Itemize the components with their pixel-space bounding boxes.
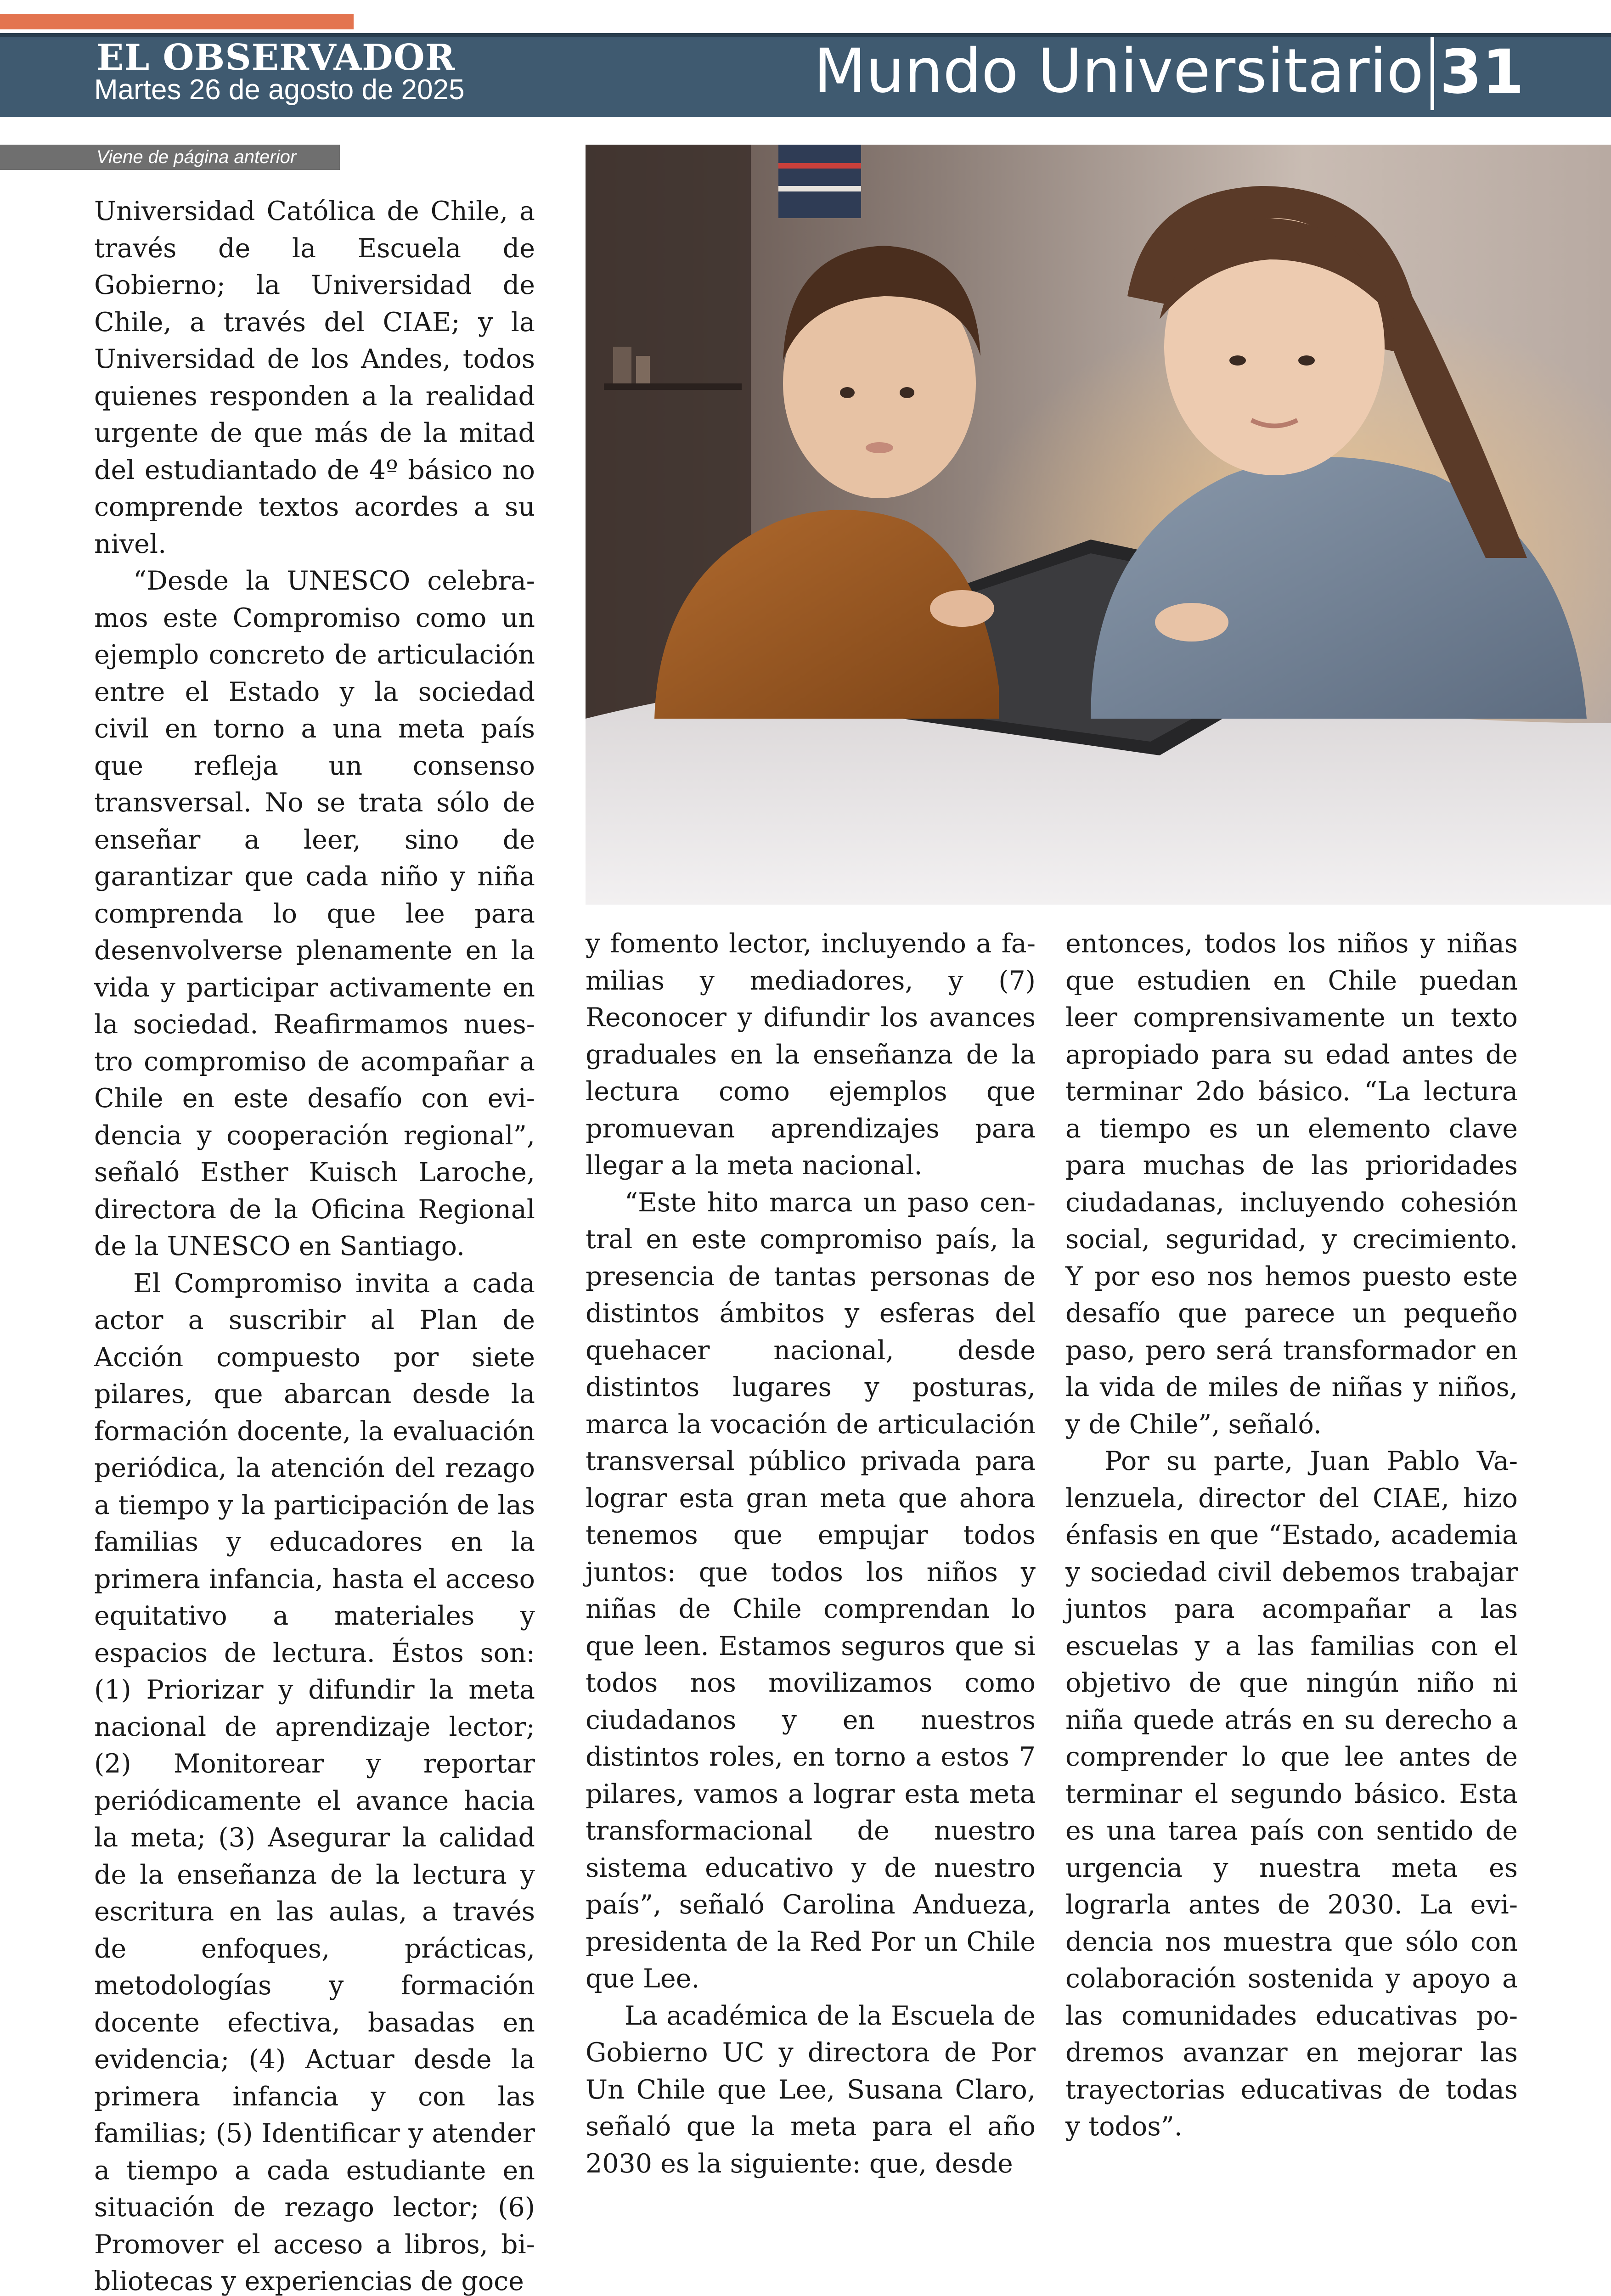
- paragraph: “Desde la UNESCO celebramos este Compromiso como un ejemplo concreto de articulación entre el Estado y la sociedad civil en torno a una meta país que refleja un consenso transversal. No se trata sólo de enseñar a leer, sino de garantizar que cada niño y niña comprenda lo que lee para desenvolverse plenamente en la vida y participar activamente en la sociedad. Reafirmamos nuestro compromiso de acompañar a Chile en este desafío con evidencia y cooperación regional”, señaló Esther Kuisch Laroche, directora de la Oficina Regional de la UNESCO en Santiago.: [94, 563, 535, 1265]
- header-divider: [1431, 37, 1434, 110]
- paragraph: Universidad Católica de Chile, a través de la Escuela de Gobierno; la Universidad de Chile, a través del CIAE; y la Universidad de los Andes, todos quienes responden a la realidad urgente de que más de la mitad del estudiantado de 4º básico no comprende textos acordes a su nivel.: [94, 193, 535, 563]
- continued-from-previous-label: Viene de página anterior: [0, 145, 340, 170]
- paragraph: El Compromiso invita a cada actor a suscribir al Plan de Acción compuesto por siete pilares, que abarcan desde la formación docente, la evaluación periódica, la atención del rezago a tiempo y la participación de las familias y educadores en la primera infancia, hasta el acceso equitativo a materiales y espacios de lectura. Éstos son: (1) Priorizar y difundir la meta nacional de aprendizaje lector; (2) Monitorear y reportar periódicamente el avance hacia la meta; (3) Asegurar la calidad de la enseñanza de la lectura y escritura en las aulas, a través de enfoques, prácticas, metodologías y formación docente efectiva, basadas en evidencia; (4) Actuar desde la primera infancia y con las familias; (5) Identificar y atender a tiempo a cada estudiante en situación de rezago lector; (6) Promover el acceso a libros, bibliotecas y experiencias de goce: [94, 1265, 535, 2296]
- section-title: Mundo Universitario: [808, 37, 1424, 106]
- paragraph: “Este hito marca un paso central en este compromiso país, la presencia de tantas personas de distintos ámbitos y esferas del quehacer nacional, desde distintos lugares y posturas, marca la vocación de articulación transversal público privada para lograr esta gran meta que ahora tenemos que empujar todos juntos: que todos los niños y niñas de Chile comprendan lo que leen. Estamos seguros que si todos nos movilizamos como ciudadanos y en nuestros distintos roles, en torno a estos 7 pilares, vamos a lograr esta meta transformacional de nuestro sistema educativo y de nuestro país”, señaló Carolina Andueza, presidenta de la Red Por un Chile que Lee.: [586, 1184, 1036, 1998]
- page-number: 31: [1440, 38, 1532, 107]
- paragraph: La académica de la Escuela de Gobierno UC y directora de Por Un Chile que Lee, Susana Claro, señaló que la meta para el año 2030 es la siguiente: que, desde: [586, 1998, 1036, 2183]
- photo-illustration: [586, 145, 1611, 905]
- paragraph: entonces, todos los niños y niñas que estudien en Chile puedan leer comprensivamente un texto apropiado para su edad antes de terminar 2do básico. “La lectura a tiempo es un elemento clave para muchas de las prioridades ciudadanas, incluyendo cohesión social, seguridad, y crecimiento. Y por eso nos hemos puesto este desafío que parece un pequeño paso, pero será transformador en la vida de miles de niñas y niños, y de Chile”, señaló.: [1065, 925, 1518, 1443]
- article-column-3: [1065, 925, 1518, 2145]
- article-column-2: [586, 925, 1036, 2182]
- paragraph: y fomento lector, incluyendo a familias y mediadores, y (7) Reconocer y difundir los avances graduales en la enseñanza de la lectura como ejemplos que promuevan aprendizajes para llegar a la meta nacional.: [586, 925, 1036, 1184]
- newspaper-title: EL OBSERVADOR: [96, 37, 456, 79]
- paragraph: Por su parte, Juan Pablo Valenzuela, director del CIAE, hizo énfasis en que “Estado, academia y sociedad civil debemos trabajar juntos para acompañar a las escuelas y a las familias con el objetivo de que ningún niño ni niña quede atrás en su derecho a comprender lo que lee antes de terminar el segundo básico. Esta es una tarea país con sentido de urgencia y nuestra meta es lograrla antes de 2030. La evidencia nos muestra que sólo con colaboración sostenida y apoyo a las comunidades educativas podremos avanzar en mejorar las trayectorias educativas de todas y todos”.: [1065, 1443, 1518, 2145]
- publication-date: Martes 26 de agosto de 2025: [94, 73, 465, 106]
- header-accent-bar: [0, 14, 354, 29]
- article-column-1: [94, 193, 535, 2296]
- photo-children-reading: [586, 145, 1611, 905]
